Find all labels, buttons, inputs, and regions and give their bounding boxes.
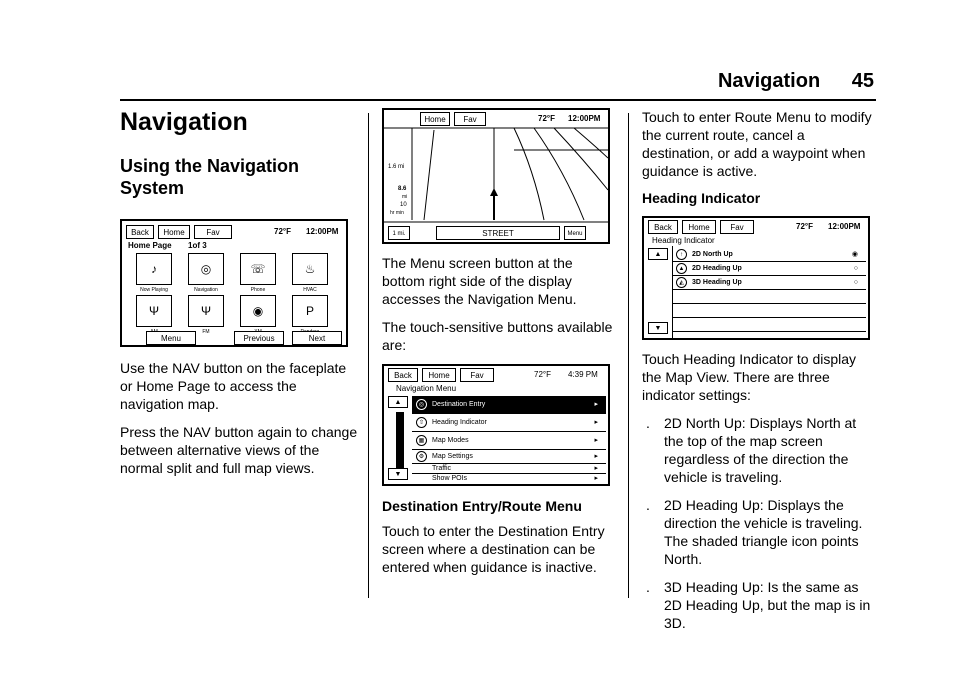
phone-icon[interactable]: ☏: [240, 253, 276, 285]
home-button[interactable]: Home: [420, 112, 450, 126]
option-2d-north-up[interactable]: ↑ 2D North Up ◉: [672, 248, 866, 262]
fav-button[interactable]: Fav: [720, 220, 754, 234]
empty-row: [672, 290, 866, 304]
scroll-up-button[interactable]: ▲: [648, 248, 668, 260]
paragraph: The Menu screen button at the bottom right side of the display accesses the Navigation Menu.: [382, 255, 577, 307]
header-rule: [120, 99, 876, 101]
heading-indicator-screen: [642, 216, 870, 340]
map-modes-icon: ▦: [416, 435, 427, 446]
fav-button[interactable]: Fav: [460, 368, 494, 382]
column-1: [120, 108, 358, 487]
menu-button[interactable]: Menu: [564, 226, 586, 240]
paragraph: The touch-sensitive buttons available are:: [382, 319, 613, 353]
xm-icon[interactable]: ◉: [240, 295, 276, 327]
navigation-menu-screen: [382, 364, 610, 486]
subheading: Destination Entry/Route Menu: [382, 498, 582, 514]
scroll-down-button[interactable]: ▼: [388, 468, 408, 480]
empty-row: [672, 304, 866, 318]
menu-row-map-settings[interactable]: ⚙ Map Settings ▸: [412, 450, 606, 464]
subsection-title: Using the Navigation System: [120, 156, 300, 198]
column-divider-1: [368, 113, 369, 598]
tile-label: Now Playing: [140, 287, 168, 293]
page-label: Home Page: [128, 241, 172, 250]
turn-distance: 1.6 mi: [388, 164, 405, 170]
option-3d-heading-up[interactable]: ◭ 3D Heading Up ○: [672, 276, 866, 290]
fm-icon[interactable]: Ψ: [188, 295, 224, 327]
page-header: [718, 70, 874, 93]
am-icon[interactable]: Ψ: [136, 295, 172, 327]
map-screen: [382, 108, 610, 244]
temperature: 72°F: [274, 227, 291, 236]
home-page-screen: [120, 219, 348, 347]
chevron-right-icon: ▸: [594, 419, 598, 426]
street-label: STREET: [436, 226, 560, 240]
empty-row: [672, 318, 866, 332]
heading-up-icon: ▲: [676, 263, 687, 274]
menu-row-show-pois[interactable]: Show POIs ▸: [432, 475, 598, 482]
column-divider-2: [628, 113, 629, 598]
fav-button[interactable]: Fav: [454, 112, 486, 126]
radio-selected-icon: ◉: [851, 251, 858, 258]
compass-icon: ⇧: [416, 417, 427, 428]
clock: 12:00PM: [306, 227, 339, 236]
temperature: 72°F: [534, 370, 551, 379]
menu-row-map-modes[interactable]: ▦ Map Modes ▸: [412, 432, 606, 450]
menu-row-destination-entry[interactable]: ◎ Destination Entry ▸: [412, 396, 606, 414]
paragraph: Touch to enter Route Menu to modify the current route, cancel a destination, or add a waypoint when guidance is active.: [642, 109, 872, 179]
temperature: 72°F: [538, 114, 555, 123]
chevron-right-icon: ▸: [594, 465, 598, 472]
tile-label: FM: [202, 329, 210, 335]
screen-title: Heading Indicator: [652, 236, 715, 245]
header-title: Navigation: [717, 70, 821, 92]
scroll-down-button[interactable]: ▼: [648, 322, 668, 334]
section-title: Navigation: [120, 108, 248, 136]
radio-unselected-icon: ○: [853, 279, 858, 286]
menu-title: Navigation Menu: [396, 384, 457, 393]
home-button[interactable]: Home: [422, 368, 456, 382]
radio-unselected-icon: ○: [853, 265, 858, 272]
tile-label: HVAC: [303, 287, 317, 293]
bullet-item: . 2D Heading Up: Displays the direction the vehicle is traveling. The shaded triangle icon points North.: [646, 497, 863, 567]
column-2: [382, 108, 617, 586]
chevron-right-icon: ▸: [594, 475, 598, 482]
tile-label: Phone: [250, 287, 266, 293]
trip-distance: 8.6: [398, 186, 407, 192]
3d-heading-up-icon: ◭: [676, 277, 687, 288]
scrollbar[interactable]: [396, 412, 404, 468]
bullet-item: . 2D North Up: Displays North at the top of the map screen regardless of the direction the vehicle is traveling.: [646, 415, 857, 485]
back-button[interactable]: Back: [648, 220, 678, 234]
trip-time: 10: [400, 202, 407, 208]
paragraph: Press the NAV button again to change between alternative views of the normal split and full map views.: [120, 424, 358, 476]
pandora-icon[interactable]: P: [292, 295, 328, 327]
clock: 4:39 PM: [568, 370, 598, 379]
temperature: 72°F: [796, 222, 813, 231]
next-button[interactable]: Next: [292, 331, 342, 345]
home-button[interactable]: Home: [158, 225, 190, 239]
clock: 12:00PM: [828, 222, 861, 231]
chevron-right-icon: ▸: [594, 437, 598, 444]
subheading: Heading Indicator: [642, 190, 761, 206]
fav-button[interactable]: Fav: [194, 225, 232, 239]
clock: 12:00PM: [568, 114, 601, 123]
page-number: 45: [851, 70, 874, 92]
scroll-up-button[interactable]: ▲: [388, 396, 408, 408]
scale-button[interactable]: 1 mi.: [388, 226, 410, 240]
destination-icon: ◎: [416, 399, 427, 410]
previous-button[interactable]: Previous: [234, 331, 284, 345]
paragraph: Touch to enter the Destination Entry screen where a destination can be entered when guidance is inactive.: [382, 523, 605, 575]
menu-button[interactable]: Menu: [146, 331, 196, 345]
tile-label: Navigation: [194, 287, 218, 293]
paragraph: Touch Heading Indicator to display the Map View. There are three indicator settings:: [642, 351, 857, 403]
navigation-icon[interactable]: ◎: [188, 253, 224, 285]
back-button[interactable]: Back: [388, 368, 418, 382]
option-2d-heading-up[interactable]: ▲ 2D Heading Up ○: [672, 262, 866, 276]
chevron-right-icon: ▸: [594, 401, 598, 408]
home-button[interactable]: Home: [682, 220, 716, 234]
page-count: 1of 3: [188, 241, 207, 250]
chevron-right-icon: ▸: [594, 453, 598, 460]
now-playing-icon[interactable]: ♪: [136, 253, 172, 285]
north-up-icon: ↑: [676, 249, 687, 260]
back-button[interactable]: Back: [126, 225, 154, 239]
trip-time-unit: hr min: [390, 210, 404, 216]
menu-row-heading-indicator[interactable]: ⇧ Heading Indicator ▸: [412, 414, 606, 432]
trip-distance-unit: mi: [402, 194, 408, 200]
column-3: [642, 108, 878, 642]
map-settings-icon: ⚙: [416, 451, 427, 462]
hvac-icon[interactable]: ♨: [292, 253, 328, 285]
bullet-item: . 3D Heading Up: Is the same as 2D Heading Up, but the map is in 3D.: [646, 579, 871, 631]
map-view: [384, 110, 608, 242]
paragraph: Use the NAV button on the faceplate or Home Page to access the navigation map.: [120, 360, 347, 412]
menu-row-traffic[interactable]: Traffic ▸: [412, 464, 606, 474]
